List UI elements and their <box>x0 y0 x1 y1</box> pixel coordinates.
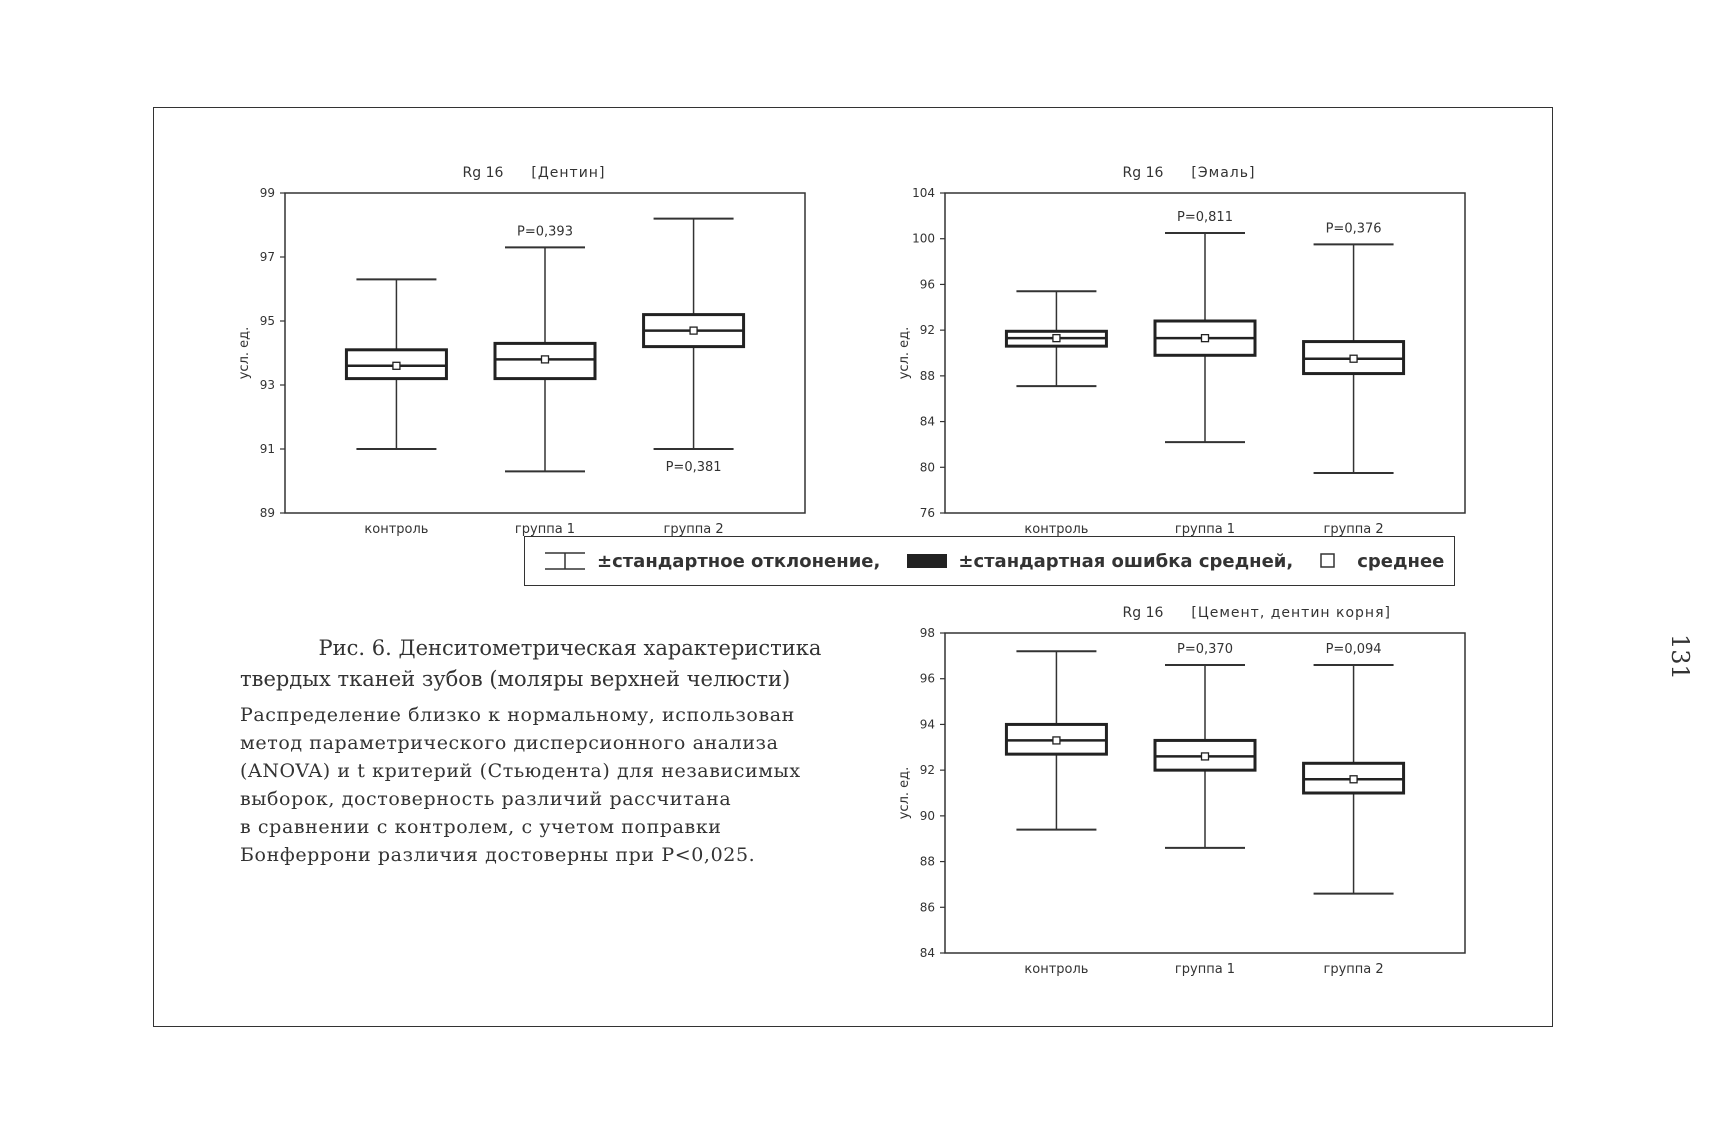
mean-marker <box>1053 737 1060 744</box>
p-value-label: P=0,094 <box>1325 642 1382 657</box>
y-tick-label: 84 <box>919 946 935 960</box>
p-value-label: P=0,811 <box>1177 210 1233 225</box>
p-value-label: P=0,376 <box>1325 221 1382 237</box>
mean-marker <box>1202 335 1209 342</box>
caption-line-1: Рис. 6. Денситометрическая характеристика <box>318 636 822 660</box>
legend-item-mean <box>1319 551 1444 572</box>
y-axis-label: усл. ед. <box>897 766 912 820</box>
mean-marker <box>1202 753 1209 760</box>
x-tick-label: группа 2 <box>1323 522 1384 537</box>
mean-marker <box>1350 776 1357 783</box>
p-value-label: P=0,393 <box>517 224 573 240</box>
whisker-icon <box>543 549 587 573</box>
legend-sd-label: ±стандартное отклонение, <box>597 550 881 572</box>
y-tick-label: 88 <box>919 854 935 869</box>
description-line: выборок, достоверность различий рассчитана <box>240 788 732 810</box>
y-tick-label: 92 <box>919 323 935 338</box>
chart-title-right: [Дентин] <box>531 165 606 181</box>
mean-marker <box>393 362 400 369</box>
description-line: Распределение близко к нормальному, использован <box>240 704 795 726</box>
y-tick-label: 88 <box>919 368 935 383</box>
p-value-label: P=0,370 <box>1177 642 1233 657</box>
y-tick-label: 95 <box>259 314 275 328</box>
y-tick-label: 94 <box>919 717 935 732</box>
chart-dentin <box>230 155 830 545</box>
y-axis-label: усл. ед. <box>897 326 912 380</box>
y-tick-label: 93 <box>259 378 275 392</box>
x-tick-label: контроль <box>1024 962 1089 977</box>
x-tick-label: группа 2 <box>663 522 724 537</box>
x-tick-label: группа 1 <box>514 522 576 537</box>
mean-marker <box>1053 335 1060 342</box>
caption-description <box>240 701 900 869</box>
y-tick-label: 89 <box>259 506 275 520</box>
y-tick-label: 84 <box>919 414 935 429</box>
mean-marker <box>1350 355 1357 362</box>
legend-item-se <box>906 551 1293 572</box>
page-number: 131 <box>1666 634 1694 680</box>
chart-title-right: [Эмаль] <box>1191 165 1256 181</box>
y-axis-label: усл. ед. <box>237 326 252 380</box>
chart-title-left: Rg 16 <box>1122 605 1164 621</box>
y-tick-label: 91 <box>259 442 275 456</box>
description-line: в сравнении с контролем, с учетом поправки <box>240 816 722 838</box>
figure-caption <box>240 633 900 869</box>
chart-cement <box>890 595 1490 985</box>
chart-enamel <box>890 155 1490 545</box>
x-tick-label: группа 2 <box>1323 962 1384 977</box>
description-line: (ANOVA) и t критерий (Стьюдента) для независимых <box>240 760 801 782</box>
y-tick-label: 86 <box>919 900 935 915</box>
y-tick-label: 104 <box>912 186 935 200</box>
legend-item-sd <box>543 549 880 573</box>
description-line: Бонферрони различия достоверны при P<0,025. <box>240 844 756 866</box>
mean-marker <box>542 356 549 363</box>
y-tick-label: 90 <box>919 808 935 823</box>
y-tick-label: 100 <box>912 231 935 246</box>
p-value-label: P=0,381 <box>665 460 722 475</box>
y-tick-label: 99 <box>259 186 275 200</box>
description-line: метод параметрического дисперсионного анализа <box>240 732 779 754</box>
x-tick-label: группа 1 <box>1174 522 1236 537</box>
y-tick-label: 96 <box>919 671 935 686</box>
y-tick-label: 96 <box>919 277 935 292</box>
legend-se-label: ±стандартная ошибка средней, <box>958 550 1294 572</box>
filled-box-icon <box>906 551 948 571</box>
y-tick-label: 98 <box>919 626 935 640</box>
y-tick-label: 92 <box>919 763 935 778</box>
chart-title-left: Rg 16 <box>462 165 504 181</box>
legend-mean-label: среднее <box>1357 550 1445 572</box>
x-tick-label: контроль <box>1024 522 1089 537</box>
caption-line-2: твердых тканей зубов (моляры верхней челюсти) <box>240 667 791 691</box>
chart-title-right: [Цемент, дентин корня] <box>1191 605 1391 621</box>
y-tick-label: 80 <box>919 460 935 475</box>
square-icon <box>1319 552 1337 570</box>
mean-marker <box>690 327 697 334</box>
chart-title-left: Rg 16 <box>1122 165 1164 181</box>
y-tick-label: 76 <box>919 506 935 520</box>
x-tick-label: контроль <box>364 522 429 537</box>
x-tick-label: группа 1 <box>1174 962 1236 977</box>
y-tick-label: 97 <box>259 250 275 264</box>
legend <box>524 536 1455 586</box>
